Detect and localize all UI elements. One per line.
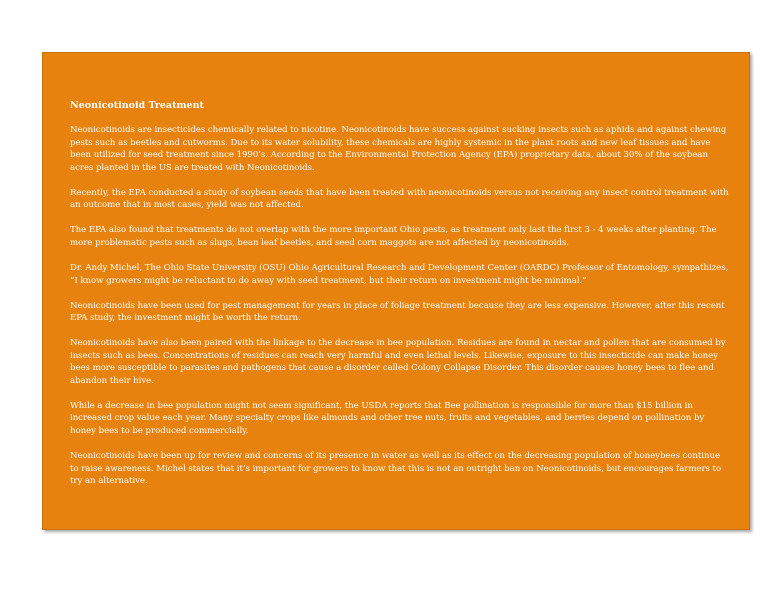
paragraph-ohio-pests: The EPA also found that treatments do not overlap with the more important Ohio pests, as treatment only last the first 3 - 4 weeks after planting. The more problematic pests such as slugs, bean leaf beetles, and seed corn maggots are not affected by neonicotinoids. xyxy=(70,225,717,248)
paragraph-review-concerns: Neonicotinoids have been up for review and concerns of its presence in water as well as its effect on the decreasing population of honeybees continue to raise awareness. Michel states that it’s important for growers to know that this is not an outright ban on Neonicotinoids, but encourages farmers to try an alternative. xyxy=(70,451,722,487)
paragraph-bee-population: Neonicotinoids have also been paired with the linkage to the decrease in bee population. Residues are found in nectar and pollen that are consumed by insects such as bees. Concentrations of residues can reach very harmful and even lethal levels. Likewise, exposure to this insecticide can make honey bees more susceptible to parasites and pathogens that cause a disorder called Colony Collapse Disorder. This disorder causes honey bees to flee and abandon their hive. xyxy=(70,338,726,386)
paragraph-epa-study: Recently, the EPA conducted a study of soybean seeds that have been treated with neonicotinoids versus not receiving any insect control treatment with an outcome that in most cases, yield was not affected. xyxy=(70,187,729,211)
paragraph-usda-pollination: While a decrease in bee population might not seem significant, the USDA reports that Bee pollination is responsible for more than $15 billion in increased crop value each year. Many specialty crops like almonds and other tree nuts, fruits and vegetables, and berries depend on pollination by honey bees to be produced commercially. xyxy=(70,400,705,437)
paragraph-michel-quote: Dr. Andy Michel, The Ohio State University (OSU) Ohio Agricultural Research and Development Center (OARDC) Professor of Entomology, sympathizes, “I know growers might be reluctant to do away with seed treatment, but their return on investment might be minimal.” xyxy=(70,262,729,286)
paragraph-intro: Neonicotinoids are insecticides chemically related to nicotine. Neonicotinoids have success against sucking insects such as aphids and against chewing pests such as beetles and cutworms. Due to its water solubility, these chemicals are highly systemic in the plant roots and new leaf tissues and have been utilized for seed treatment since 1990’s. According to the Environmental Protection Agency (EPA) proprietary data, about 30% of the soybean acres planted in the US are treated with Neonicotinoids. xyxy=(70,125,727,173)
article-title: Neonicotinoid Treatment xyxy=(70,100,204,111)
paragraph-pest-management: Neonicotinoids have been used for pest management for years in place of foliage treatment because they are less expensive. However, after this recent EPA study, the investment might be worth the return. xyxy=(70,300,725,324)
article-card xyxy=(42,52,750,530)
